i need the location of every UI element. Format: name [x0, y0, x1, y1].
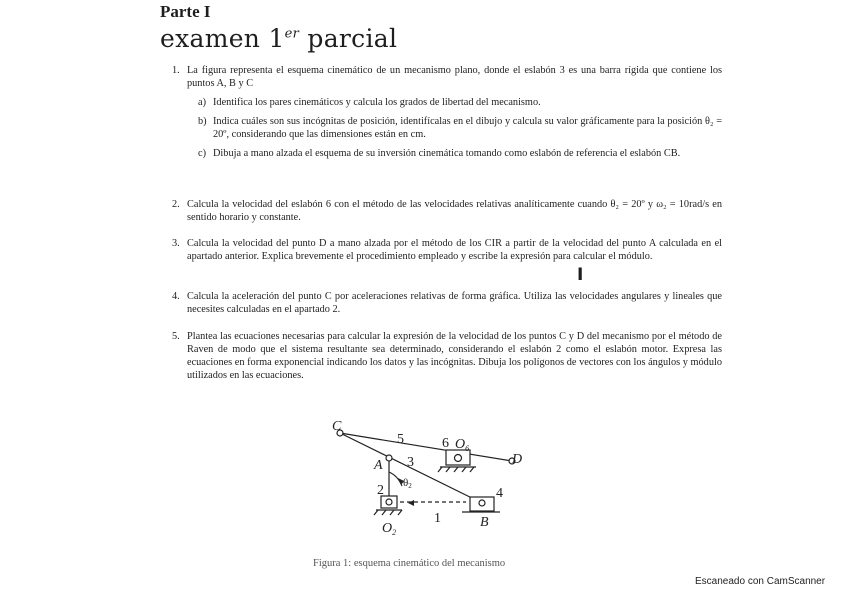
label-o6-letter: O: [455, 437, 466, 452]
text-cursor-icon: I: [577, 265, 584, 285]
label-a: A: [374, 458, 383, 473]
link-5: [340, 433, 512, 461]
label-d: D: [512, 452, 523, 467]
label-theta-sub: 2: [408, 482, 412, 490]
figure-caption: Figura 1: esquema cinemático del mecanismo: [313, 558, 506, 569]
label-theta-letter: θ: [403, 477, 409, 489]
label-4: 4: [496, 486, 503, 501]
label-5: 5: [397, 432, 404, 447]
subquestion-label: b): [198, 116, 207, 127]
part-heading: Parte I: [160, 2, 211, 21]
joint-a: [386, 455, 392, 461]
title-text: examen 1: [160, 24, 285, 53]
question-text: Plantea las ecuaciones necesarias para calcular la expresión de la velocidad de los puntos C y D del mecanismo por el método de Raven de modo que el sistema resultante sea determinado, considerando el eslabón 2 como el eslabón motor. Expresa las ecuaciones en forma exponencial indicando los datos y las incógnitas. Dibuja los polígonos de vectores con los ángulos y módulo utilizados en las ecuaciones.: [187, 331, 722, 381]
question-number: 5.: [172, 331, 180, 342]
subquestion-text: Identifica los pares cinemáticos y calcula los grados de libertad del mecanismo.: [213, 97, 541, 108]
subquestion-label: c): [198, 148, 206, 159]
question-text: Calcula la velocidad del punto D a mano alzada por el método de los CIR a partir de la velocidad del punto A calculada en el apartado anterior. Explica brevemente el procedimiento empleado y escribe la expresión para calcular el módulo.: [187, 238, 722, 262]
subquestion-label: a): [198, 97, 206, 108]
question-number: 4.: [172, 291, 180, 302]
title-suffix: parcial: [299, 24, 398, 53]
label-6: 6: [442, 436, 449, 451]
scanner-watermark: Escaneado con CamScanner: [695, 576, 826, 587]
label-theta: [403, 477, 412, 490]
label-3: 3: [407, 455, 414, 470]
question-text: Calcula la velocidad del eslabón 6 con el método de las velocidades relativas analíticamente cuando θ₂ = 20º y ω₂ = 10rad/s en sentido horario y constante.: [187, 199, 722, 223]
question-text: La figura representa el esquema cinemático de un mecanismo plano, donde el eslabón 3 es una barra rígida que contiene los puntos A, B y C: [187, 65, 722, 89]
label-o2-sub: 2: [392, 528, 397, 537]
label-1: 1: [434, 511, 441, 526]
label-o6-sub: 6: [465, 444, 470, 453]
joint-o2: [386, 499, 392, 505]
question-number: 2.: [172, 199, 180, 210]
question-number: 1.: [172, 65, 180, 76]
theta-arc: [389, 472, 402, 486]
subquestion-text: Dibuja a mano alzada el esquema de su inversión cinemática tomando como eslabón de referencia el eslabón CB.: [213, 148, 681, 159]
label-b: B: [480, 515, 489, 530]
joint-b: [479, 500, 485, 506]
joint-o6: [455, 455, 462, 462]
direction-arrow-icon: [408, 500, 414, 506]
label-o6: [455, 437, 469, 453]
subquestion-text: Indica cuáles son sus incógnitas de posición, identifícalas en el dibujo y calcula su valor gráficamente para la posición θ₂ = 20º, considerando que las dimensiones están en cm.: [213, 116, 722, 140]
label-o2: [382, 521, 396, 537]
label-o2-letter: O: [382, 521, 393, 536]
question-number: 3.: [172, 238, 180, 249]
title-superscript: er: [284, 26, 300, 42]
question-text: Calcula la aceleración del punto C por aceleraciones relativas de forma gráfica. Utiliza las velocidades angulares y lineales que necesites calculadas en el apartado 2.: [187, 291, 722, 315]
label-c: C: [332, 419, 342, 434]
label-2: 2: [377, 483, 384, 498]
